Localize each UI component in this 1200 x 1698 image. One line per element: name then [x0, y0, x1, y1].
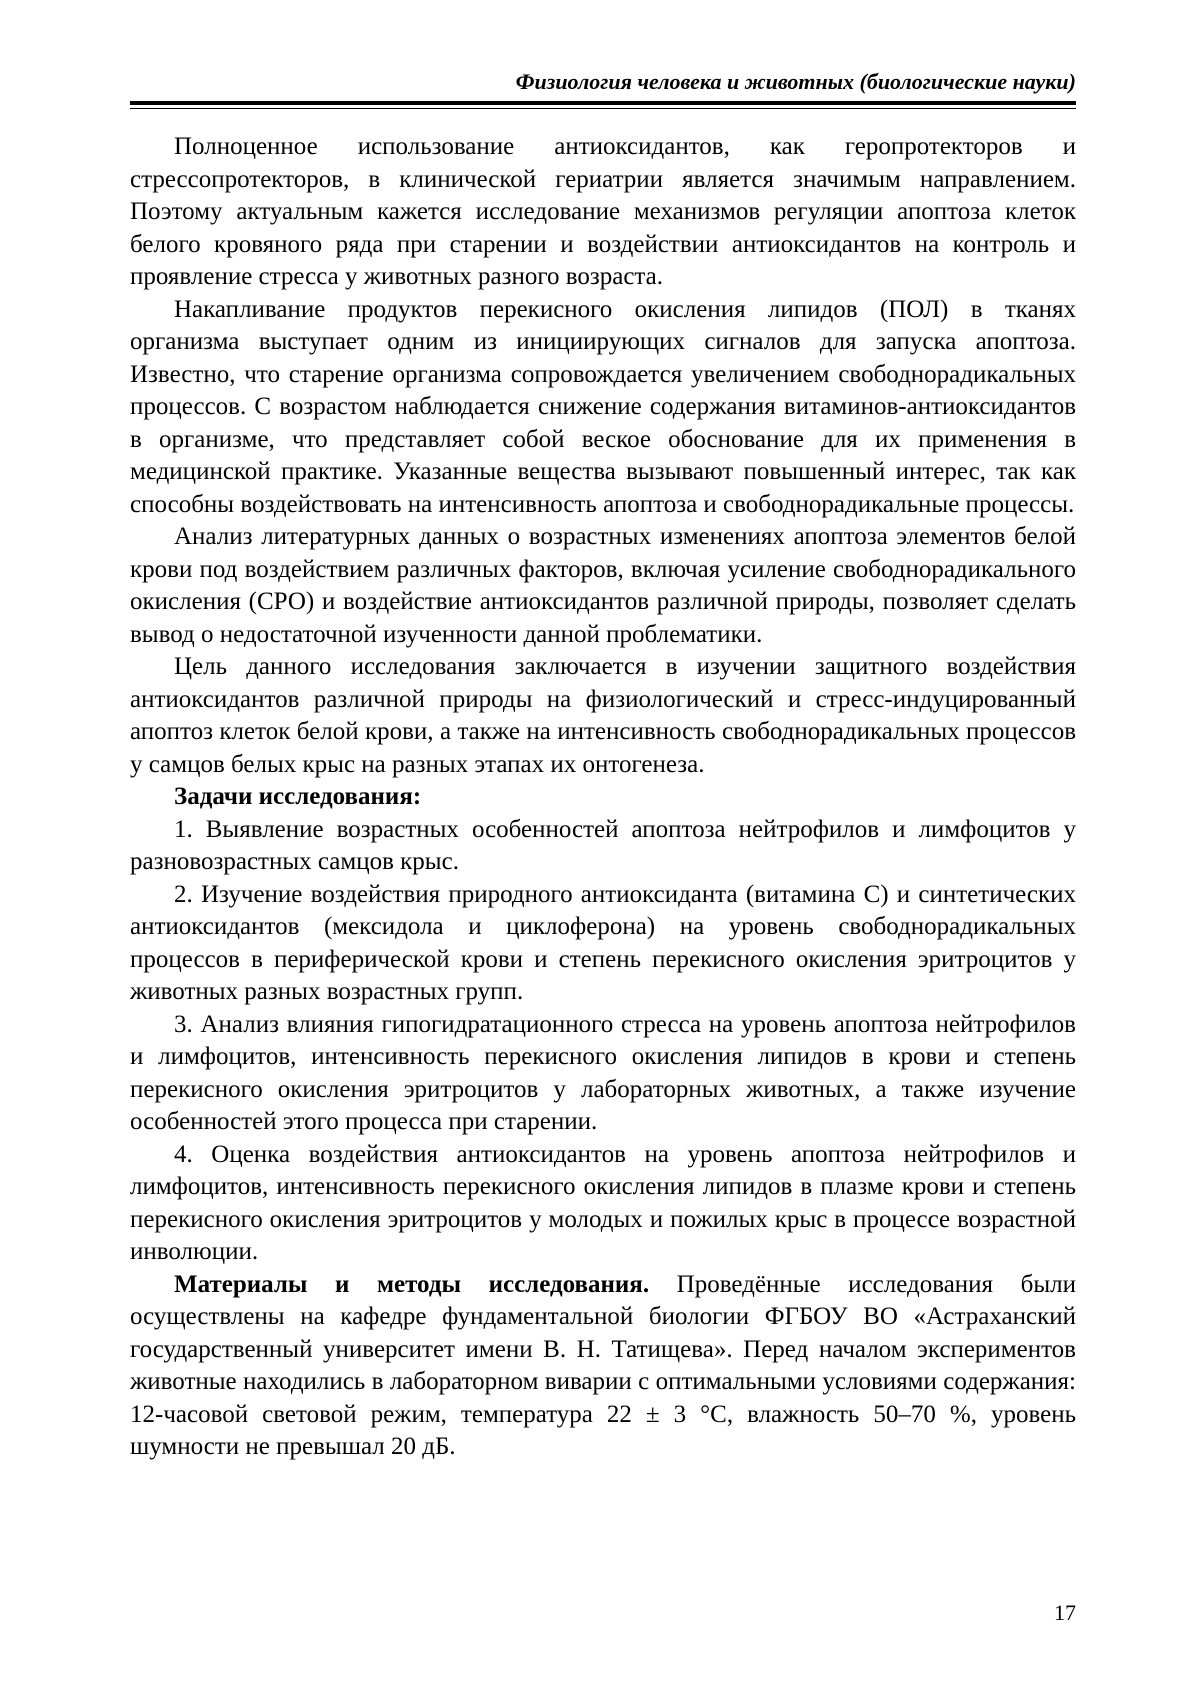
objective-item-4: 4. Оценка воздействия антиоксидантов на уровень апоптоза нейтрофилов и лимфоцитов, интенсивность перекисного окисления липидов в плазме крови и степень перекисного окисления эритроцитов у молодых и пожилых крыс в процессе возрастной инволюции. [130, 1140, 1076, 1265]
paragraph-literature-analysis: Анализ литературных данных о возрастных изменениях апоптоза элементов белой крови под воздействием различных факторов, включая усиление свободнорадикального окисления (СРО) и воздействие антиоксидантов различной природы, позволяет сделать вывод о недостаточной изученности данной проблематики. [130, 523, 1076, 648]
materials-methods-heading: Материалы и методы исследования. [174, 1270, 650, 1298]
paragraph-study-aim: Цель данного исследования заключается в изучении защитного воздействия антиоксидантов различной природы на физиологический и стресс-индуцированный апоптоз клеток белой крови, а также на интенсивность свободнорадикальных процессов у самцов белых крыс на разных этапах их онтогенеза. [130, 653, 1076, 778]
objectives-heading: Задачи исследования: [174, 783, 422, 810]
objective-item-2: 2. Изучение воздействия природного антиоксиданта (витамина С) и синтетических антиоксидантов (мексидола и циклоферона) на уровень свободнорадикальных процессов в периферической крови и степень перекисного окисления эритроцитов у животных разных возрастных групп. [130, 880, 1076, 1005]
running-title: Физиология человека и животных (биологические науки) [515, 69, 1076, 94]
page-number: 17 [1054, 1600, 1076, 1625]
paragraph-lipid-peroxidation: Накапливание продуктов перекисного окисления липидов (ПОЛ) в тканях организма выступает одним из инициирующих сигналов для запуска апоптоза. Известно, что старение организма сопровождается увеличением свободнорадикальных процессов. С возрастом наблюдается снижение содержания витаминов-антиоксидантов в организме, что представляет собой веское обоснование для их применения в медицинской практике. Указанные вещества вызывают повышенный интерес, так как способны воздействовать на интенсивность апоптоза и свободнорадикальные процессы. [130, 295, 1076, 518]
objective-item-3: 3. Анализ влияния гипогидратационного стресса на уровень апоптоза нейтрофилов и лимфоцитов, интенсивность перекисного окисления липидов в крови и степень перекисного окисления эритроцитов у лабораторных животных, а также изучение особенностей этого процесса при старении. [130, 1010, 1076, 1135]
body-text [130, 131, 1076, 1464]
paragraph-antioxidants-use: Полноценное использование антиоксидантов, как геропротекторов и стрессопротекторов, в клинической гериатрии является значимым направлением. Поэтому актуальным кажется исследование механизмов регуляции апоптоза клеток белого кровяного ряда при старении и воздействии антиоксидантов на контроль и проявление стресса у животных разного возраста. [130, 133, 1076, 290]
header-rule-thin [130, 108, 1076, 109]
objective-item-1: 1. Выявление возрастных особенностей апоптоза нейтрофилов и лимфоцитов у разновозрастных самцов крыс. [130, 815, 1076, 875]
paragraph-materials-methods: Материалы и методы исследования. Проведённые исследования были осуществлены на кафедре фундаментальной биологии ФГБОУ ВО «Астраханский государственный университет имени В. Н. Татищева». Перед началом экспериментов животные находились в лабораторном виварии с оптимальными условиями содержания: 12-часовой световой режим, температура 22 ± 3 °С, влажность 50–70 %, уровень шумности не превышал 20 дБ. [130, 1270, 1076, 1460]
header-rule-thick [130, 101, 1076, 105]
